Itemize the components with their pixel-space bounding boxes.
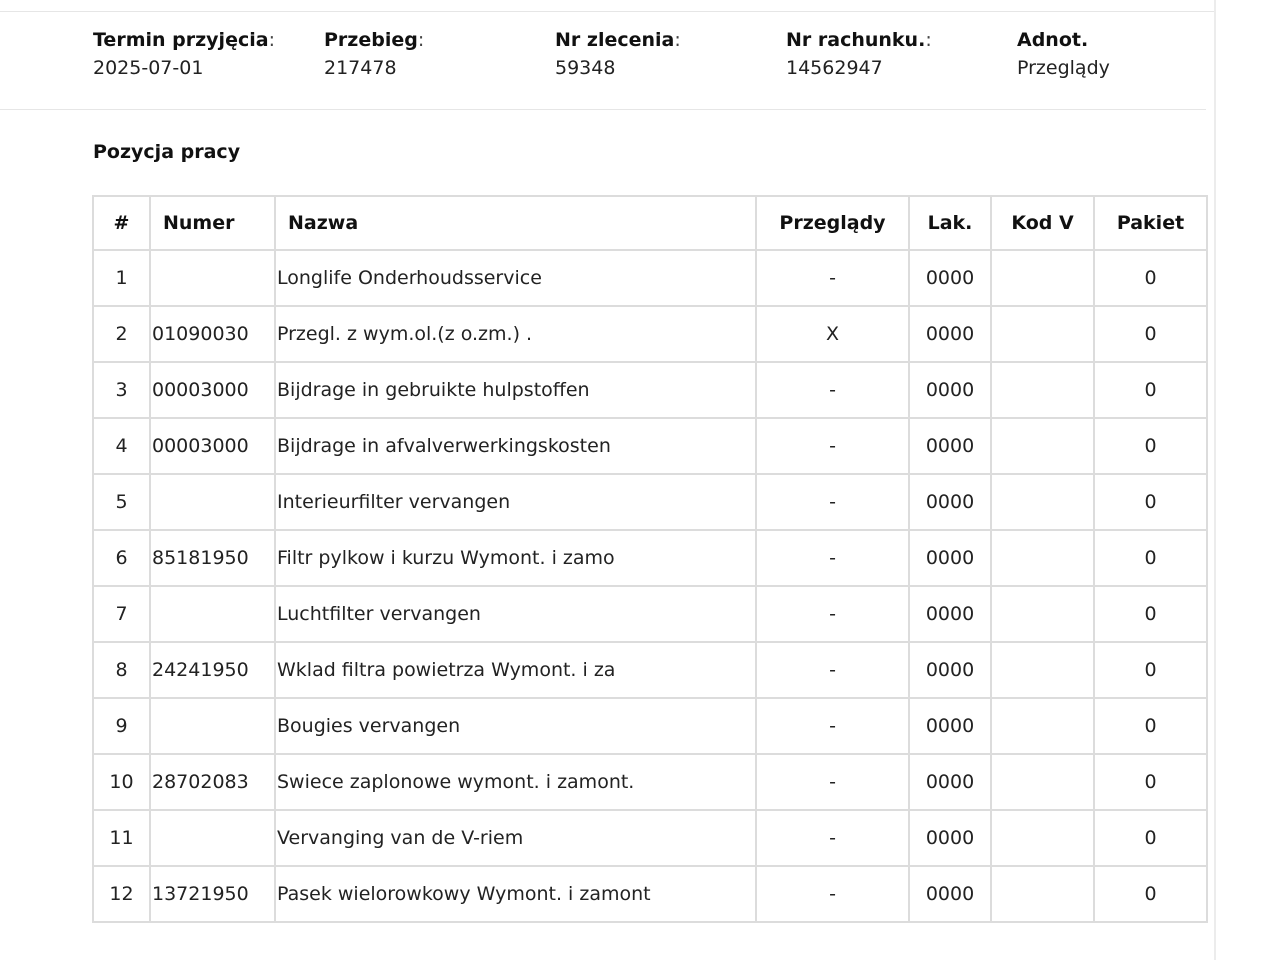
cell-lak: 0000 xyxy=(909,362,991,418)
info-field-termin xyxy=(93,27,275,83)
cell-numer: 00003000 xyxy=(150,362,275,418)
cell-nazwa: Vervanging van de V-riem xyxy=(275,810,756,866)
table-row xyxy=(93,866,1207,922)
cell-kod-v xyxy=(991,866,1094,922)
cell-kod-v xyxy=(991,754,1094,810)
cell-numer xyxy=(150,698,275,754)
cell-numer xyxy=(150,586,275,642)
table-row xyxy=(93,586,1207,642)
cell-numer: 01090030 xyxy=(150,306,275,362)
cell-numer: 28702083 xyxy=(150,754,275,810)
info-value-adnot: Przeglądy xyxy=(1017,57,1110,79)
cell-nazwa: Bougies vervangen xyxy=(275,698,756,754)
cell-nazwa: Luchtfilter vervangen xyxy=(275,586,756,642)
table-row xyxy=(93,418,1207,474)
cell-nazwa: Wklad filtra powietrza Wymont. i za xyxy=(275,642,756,698)
info-colon: : xyxy=(417,29,425,51)
cell-pakiet: 0 xyxy=(1094,306,1207,362)
cell-pakiet: 0 xyxy=(1094,754,1207,810)
cell-nazwa: Filtr pylkow i kurzu Wymont. i zamo xyxy=(275,530,756,586)
cell-przeglady: - xyxy=(756,418,909,474)
table-row xyxy=(93,250,1207,306)
cell-nazwa: Swiece zaplonowe wymont. i zamont. xyxy=(275,754,756,810)
cell-pakiet: 0 xyxy=(1094,418,1207,474)
cell-kod-v xyxy=(991,418,1094,474)
right-divider xyxy=(1214,0,1216,960)
work-items-table-container xyxy=(92,195,1206,923)
cell-przeglady: - xyxy=(756,362,909,418)
cell-nazwa: Bijdrage in afvalverwerkingskosten xyxy=(275,418,756,474)
cell-index: 8 xyxy=(93,642,150,698)
cell-nazwa: Interieurfilter vervangen xyxy=(275,474,756,530)
cell-pakiet: 0 xyxy=(1094,586,1207,642)
table-body xyxy=(93,250,1207,922)
cell-pakiet: 0 xyxy=(1094,362,1207,418)
column-header-nazwa: Nazwa xyxy=(275,196,756,250)
column-header-pakiet: Pakiet xyxy=(1094,196,1207,250)
cell-numer xyxy=(150,474,275,530)
cell-numer xyxy=(150,250,275,306)
cell-index: 9 xyxy=(93,698,150,754)
table-row xyxy=(93,642,1207,698)
cell-przeglady: - xyxy=(756,250,909,306)
cell-lak: 0000 xyxy=(909,754,991,810)
cell-numer: 85181950 xyxy=(150,530,275,586)
section-title: Pozycja pracy xyxy=(93,141,241,163)
table-row xyxy=(93,362,1207,418)
cell-lak: 0000 xyxy=(909,586,991,642)
cell-lak: 0000 xyxy=(909,698,991,754)
table-row xyxy=(93,306,1207,362)
cell-lak: 0000 xyxy=(909,418,991,474)
cell-przeglady: - xyxy=(756,810,909,866)
cell-index: 11 xyxy=(93,810,150,866)
cell-pakiet: 0 xyxy=(1094,250,1207,306)
info-value-przebieg: 217478 xyxy=(324,57,397,79)
column-header-przeglady: Przeglądy xyxy=(756,196,909,250)
cell-lak: 0000 xyxy=(909,810,991,866)
cell-przeglady: - xyxy=(756,698,909,754)
info-value-termin: 2025-07-01 xyxy=(93,57,204,79)
info-field-nr-rachunku xyxy=(786,27,932,83)
cell-kod-v xyxy=(991,810,1094,866)
cell-lak: 0000 xyxy=(909,530,991,586)
cell-index: 12 xyxy=(93,866,150,922)
cell-kod-v xyxy=(991,474,1094,530)
cell-przeglady: X xyxy=(756,306,909,362)
info-colon: : xyxy=(925,29,932,51)
cell-numer xyxy=(150,810,275,866)
cell-numer: 00003000 xyxy=(150,418,275,474)
info-value-nr-rachunku: 14562947 xyxy=(786,57,883,79)
cell-kod-v xyxy=(991,586,1094,642)
cell-index: 5 xyxy=(93,474,150,530)
cell-przeglady: - xyxy=(756,586,909,642)
info-colon: : xyxy=(674,29,681,51)
order-info-row xyxy=(0,11,1206,110)
info-label-nr-zlecenia: Nr zlecenia xyxy=(555,29,675,51)
cell-index: 7 xyxy=(93,586,150,642)
table-row xyxy=(93,810,1207,866)
info-label-nr-rachunku: Nr rachunku. xyxy=(786,29,926,51)
cell-pakiet: 0 xyxy=(1094,866,1207,922)
info-field-przebieg xyxy=(324,27,424,83)
info-colon: : xyxy=(268,29,275,51)
cell-przeglady: - xyxy=(756,530,909,586)
info-field-adnot xyxy=(1017,27,1110,83)
cell-pakiet: 0 xyxy=(1094,810,1207,866)
cell-pakiet: 0 xyxy=(1094,642,1207,698)
cell-pakiet: 0 xyxy=(1094,530,1207,586)
cell-index: 4 xyxy=(93,418,150,474)
cell-nazwa: Bijdrage in gebruikte hulpstoffen xyxy=(275,362,756,418)
cell-index: 6 xyxy=(93,530,150,586)
table-row xyxy=(93,754,1207,810)
cell-index: 1 xyxy=(93,250,150,306)
cell-przeglady: - xyxy=(756,642,909,698)
cell-nazwa: Przegl. z wym.ol.(z o.zm.) . xyxy=(275,306,756,362)
column-header-kod-v: Kod V xyxy=(991,196,1094,250)
cell-lak: 0000 xyxy=(909,250,991,306)
column-header-lak: Lak. xyxy=(909,196,991,250)
cell-index: 10 xyxy=(93,754,150,810)
cell-kod-v xyxy=(991,306,1094,362)
cell-kod-v xyxy=(991,530,1094,586)
column-header-index: # xyxy=(93,196,150,250)
info-value-nr-zlecenia: 59348 xyxy=(555,57,616,79)
info-label-przebieg: Przebieg xyxy=(324,29,418,51)
info-label-adnot: Adnot. xyxy=(1017,29,1089,51)
cell-kod-v xyxy=(991,362,1094,418)
cell-kod-v xyxy=(991,698,1094,754)
cell-kod-v xyxy=(991,250,1094,306)
cell-pakiet: 0 xyxy=(1094,698,1207,754)
cell-index: 2 xyxy=(93,306,150,362)
cell-lak: 0000 xyxy=(909,866,991,922)
cell-kod-v xyxy=(991,642,1094,698)
cell-lak: 0000 xyxy=(909,474,991,530)
cell-lak: 0000 xyxy=(909,306,991,362)
table-row xyxy=(93,474,1207,530)
cell-pakiet: 0 xyxy=(1094,474,1207,530)
cell-przeglady: - xyxy=(756,474,909,530)
cell-nazwa: Longlife Onderhoudsservice xyxy=(275,250,756,306)
table-header-row xyxy=(93,196,1207,250)
table-row xyxy=(93,698,1207,754)
cell-numer: 24241950 xyxy=(150,642,275,698)
cell-nazwa: Pasek wielorowkowy Wymont. i zamont xyxy=(275,866,756,922)
work-items-table xyxy=(92,195,1208,923)
cell-przeglady: - xyxy=(756,754,909,810)
info-field-nr-zlecenia xyxy=(555,27,681,83)
cell-przeglady: - xyxy=(756,866,909,922)
table-row xyxy=(93,530,1207,586)
cell-lak: 0000 xyxy=(909,642,991,698)
column-header-numer: Numer xyxy=(150,196,275,250)
cell-index: 3 xyxy=(93,362,150,418)
cell-numer: 13721950 xyxy=(150,866,275,922)
info-label-termin: Termin przyjęcia xyxy=(93,29,269,51)
